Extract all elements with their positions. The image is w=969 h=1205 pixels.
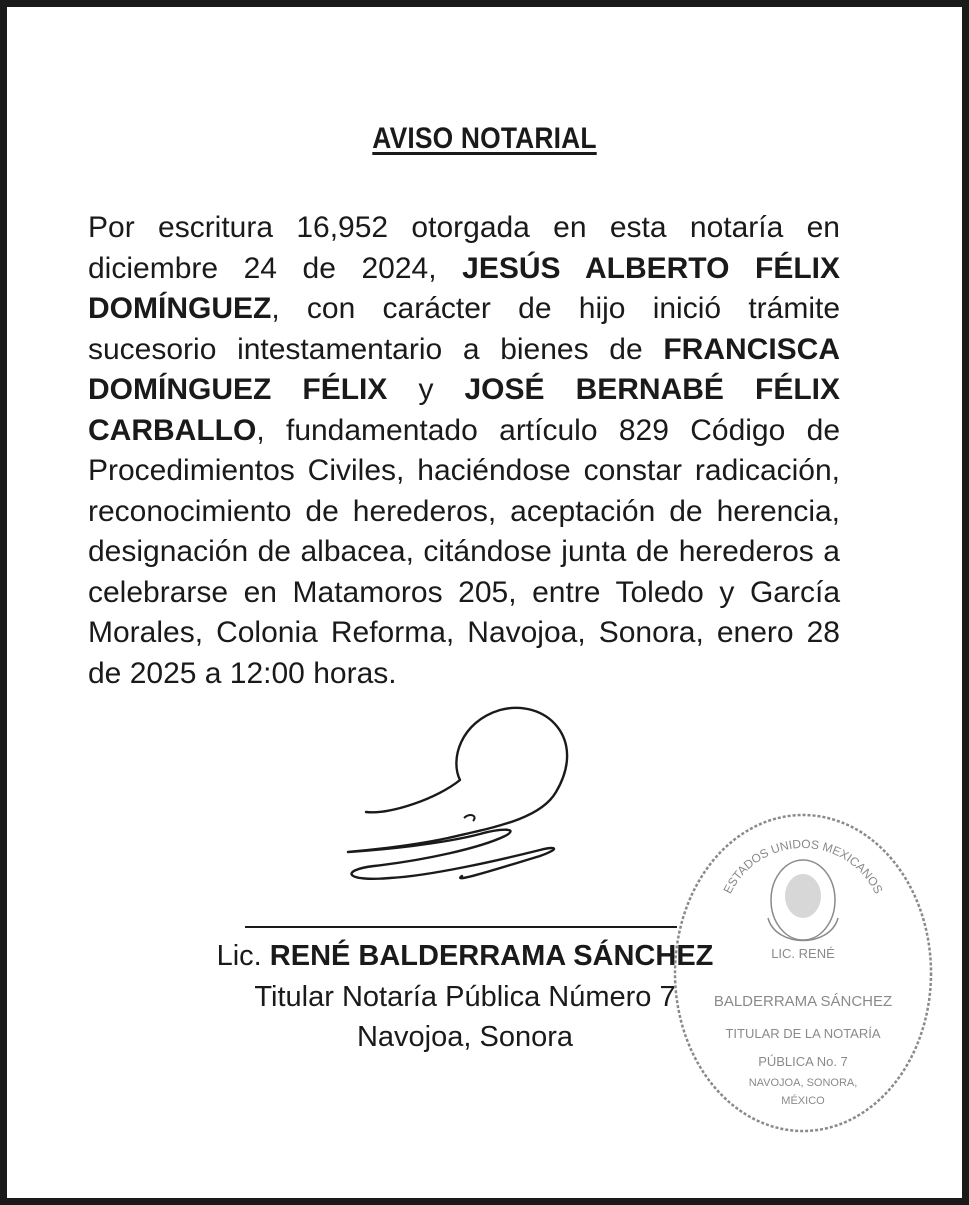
handwritten-signature	[330, 700, 650, 900]
signatory-prefix: Lic.	[216, 940, 270, 972]
notice-body	[88, 208, 840, 694]
signatory-position: Titular Notaría Pública Número 7	[254, 981, 676, 1013]
body-text-4: , fundamentado artículo 829 Código de Procedimientos Civiles, haciéndose constar radicación, reconocimiento de herederos, aceptación de herencia, designación de albacea, citándose junta de herederos a celebrarse en Matamoros 205, entre Toledo y García Morales, Colonia Reforma, Navojoa, Sonora, enero 28 de 2025 a 12:00 horas.	[88, 413, 840, 690]
deceased-name-2: JOSÉ BERNABÉ FÉLIX CARBALLO	[88, 373, 840, 447]
notary-seal-stamp	[668, 808, 938, 1138]
seal-line-3: TITULAR DE LA NOTARÍA	[725, 1026, 881, 1041]
notice-title: AVISO NOTARIAL	[372, 122, 597, 155]
signatory-name-line	[180, 940, 750, 973]
deceased-name-1: FRANCISCA DOMÍNGUEZ FÉLIX	[88, 332, 840, 406]
coat-of-arms-icon	[768, 860, 838, 941]
heir-name: JESÚS ALBERTO FÉLIX DOMÍNGUEZ	[88, 251, 840, 325]
seal-line-6: MÉXICO	[781, 1095, 825, 1107]
seal-line-1: LIC. RENÉ	[771, 946, 835, 961]
body-text-1: Por escritura 16,952 otorgada en esta notaría en diciembre 24 de 2024,	[88, 211, 840, 285]
signatory-city: Navojoa, Sonora	[356, 1021, 574, 1053]
body-text-2: , con carácter de hijo inició trámite sucesorio intestamentario a bienes de	[88, 292, 840, 366]
seal-line-2: BALDERRAMA SÁNCHEZ	[713, 993, 893, 1010]
seal-line-5: NAVOJOA, SONORA,	[748, 1077, 858, 1089]
seal-arc-text: ESTADOS UNIDOS MEXICANOS	[720, 836, 886, 896]
body-text-3: y	[387, 373, 465, 406]
signature-line	[245, 926, 677, 928]
seal-line-4: PÚBLICA No. 7	[758, 1054, 848, 1069]
signatory-name: RENÉ BALDERRAMA SÁNCHEZ	[269, 940, 714, 972]
